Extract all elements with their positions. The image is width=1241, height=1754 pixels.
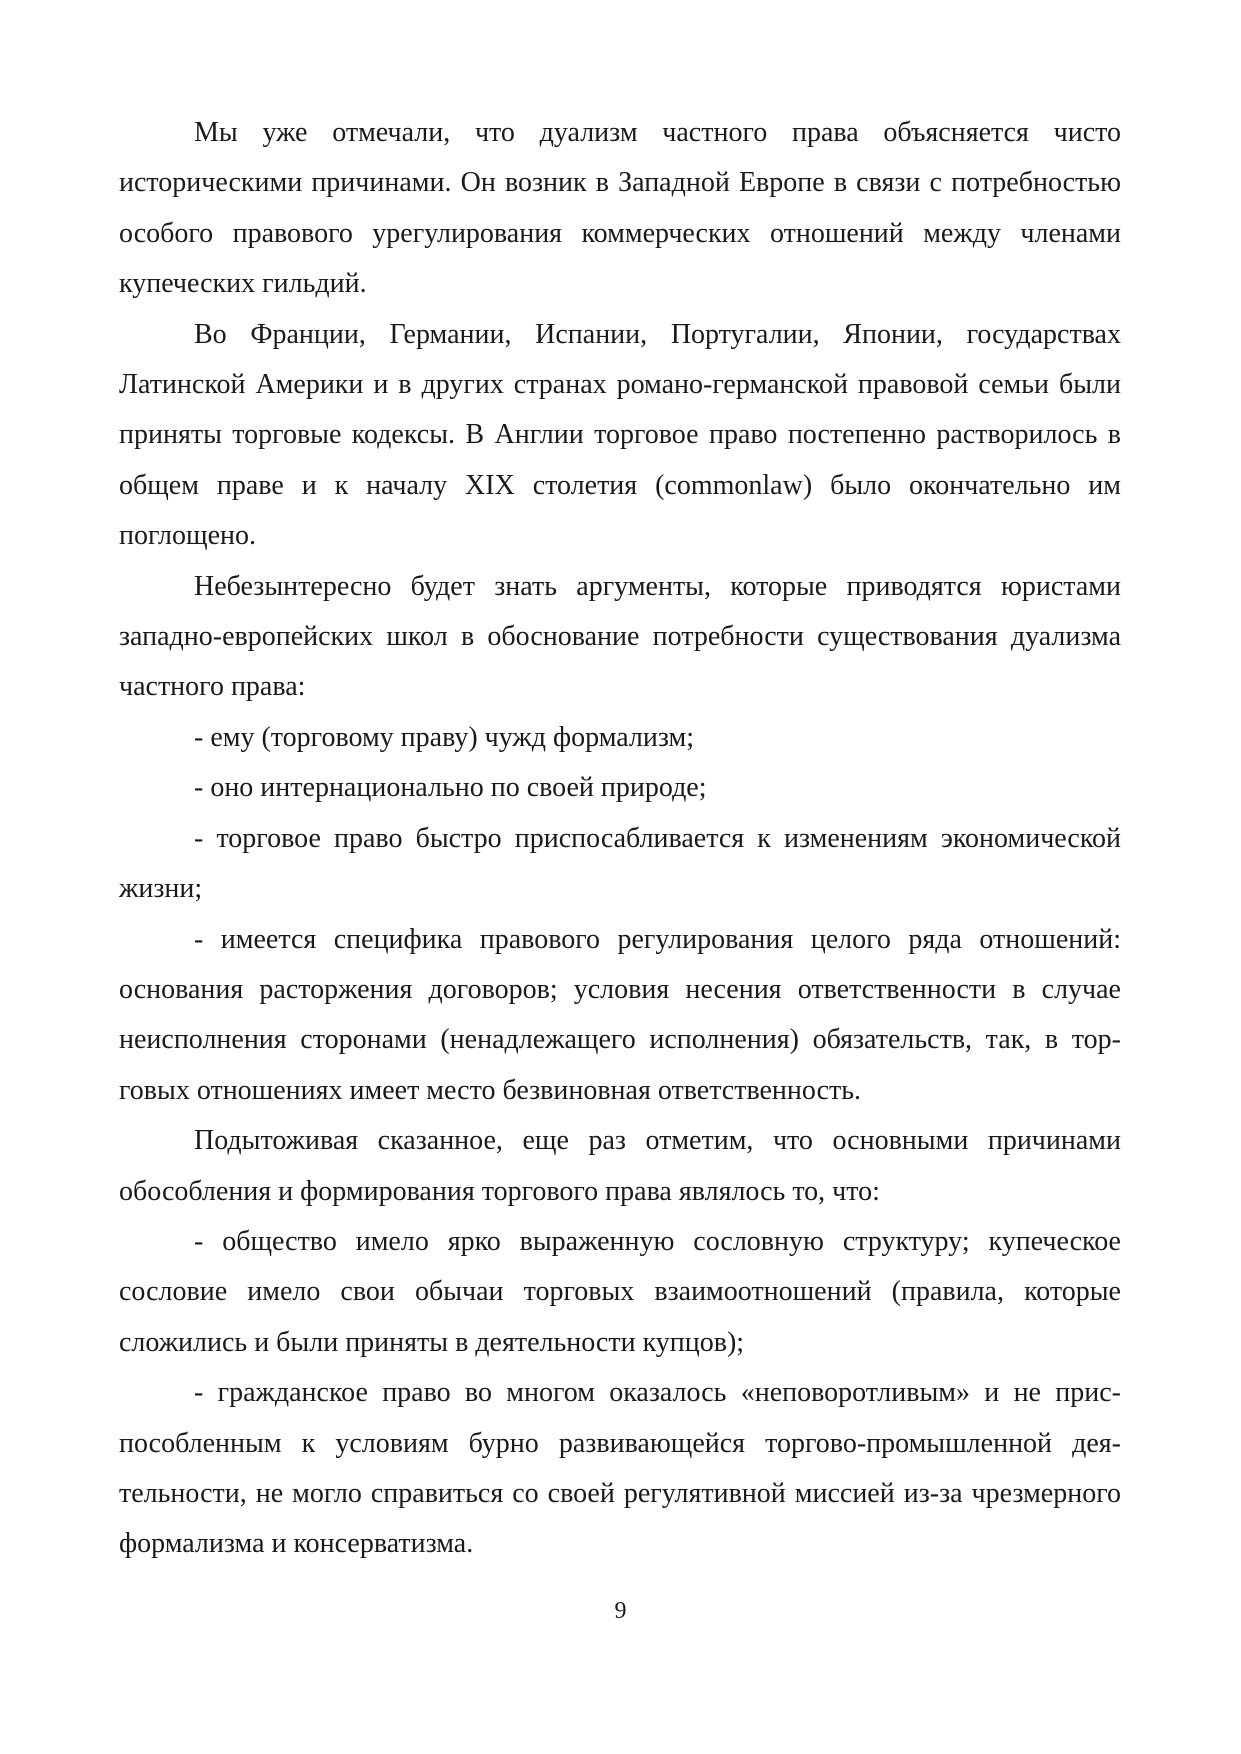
list-item-civil-law: - гражданское право во многом оказалось «неповоротливым» и не приспособленным к условиям бурно развивающейся торгово-промышленной деятельности, не могло справиться со своей регулятивной миссией из-за чрезмерного формализма и консерватизма. [119, 1377, 1121, 1560]
paragraph-arguments: Небезынтересно будет знать аргументы, которые приводятся юристами западно-европейских школ в обоснование потребности существования дуализма частного права: [119, 570, 1121, 703]
list-item-estate-structure: - общество имело ярко выраженную сословную структуру; купеческое сословие имело свои обычаи торговых взаимоотношений (правила, которые сложились и были приняты в деятельности купцов); [119, 1225, 1121, 1358]
text-body [119, 108, 1121, 1570]
list-item-regulation: - имеется специфика правового регулирования целого ряда отношений: основания расторжения договоров; условия несения ответственности в случае неисполнения сторонами (ненадлежащего исполнения) обязательств, так, в торговых отношениях имеет место безвиновная ответственность. [119, 923, 1121, 1106]
list-item-formalism: - ему (торговому праву) чужд формализм; [194, 721, 695, 753]
page-number: 9 [614, 1598, 627, 1624]
list-item-international: - оно интернационально по своей природе; [194, 772, 707, 804]
paragraph-summary: Подытоживая сказанное, еще раз отметим, что основными причинами обособления и формирования торгового права являлось то, что: [119, 1125, 1121, 1207]
list-item-adaptation: - торговое право быстро приспосабливается к изменениям экономической жизни; [119, 822, 1121, 905]
paragraph-trade-codes: Во Франции, Германии, Испании, Португалии, Японии, государствах Латинской Америки и в других странах романо-германской правовой семьи были приняты торговые кодексы. В Англии торговое право постепенно растворилось в общем праве и к началу XIX столетия (commonlaw) было окончательно им поглощено. [119, 318, 1121, 552]
paragraph-intro: Мы уже отмечали, что дуализм частного права объясняется чисто историческими причинами. Он возник в Западной Европе в связи с потребностью особого правового урегулирования коммерческих отношений между членами купеческих гильдий. [119, 117, 1121, 300]
